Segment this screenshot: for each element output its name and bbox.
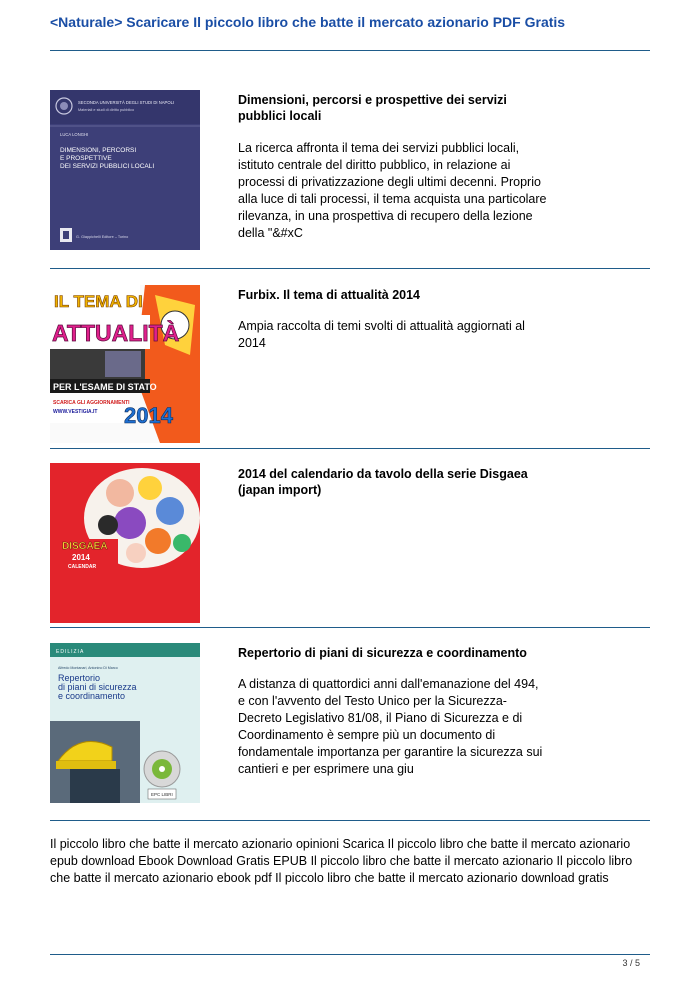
item-description-1: La ricerca affronta il tema dei servizi pubblici locali, istituto centrale del diritto pubblico, in relazione ai processi di privatizzazione degli ultimi decenni. Proprio alla luce di tali processi, il tema acquista una particolare rilevanza, in una prospettiva di recupero della lezione della "&#xC — [238, 141, 547, 240]
cover-2-line5: WWW.VESTIGIA.IT — [53, 409, 98, 415]
page-title: <Naturale> Scaricare Il piccolo libro che batte il mercato azionario PDF Gratis — [50, 14, 566, 30]
cover-1-author: LUCA LONGHI — [60, 132, 89, 137]
cover-4-series: EDILIZIA — [56, 649, 85, 655]
cover-4-title-3: e coordinamento — [58, 691, 126, 701]
book-cover-2[interactable] — [50, 285, 200, 443]
divider — [50, 954, 650, 955]
cover-1-title-3: DEI SERVIZI PUBBLICI LOCALI — [60, 163, 155, 170]
footer-keywords: Il piccolo libro che batte il mercato azionario opinioni Scarica Il piccolo libro che batte il mercato azionario epub download Ebook Download Gratis EPUB Il piccolo libro che batte il mercato azionario Il piccolo libro che batte il mercato azionario ebook pdf Il piccolo libro che batte il mercato azionario download gratis — [50, 837, 633, 885]
item-title-1[interactable]: Dimensioni, percorsi e prospettive dei servizi pubblici locali — [238, 93, 507, 123]
item-title-2[interactable]: Furbix. Il tema di attualità 2014 — [238, 288, 421, 302]
divider — [50, 820, 650, 821]
cover-1-series: Materiali e studi di diritto pubblico — [78, 108, 135, 112]
cover-1-university: SECONDA UNIVERSITÀ DEGLI STUDI DI NAPOLI — [78, 100, 175, 105]
cover-3-line2: 2014 — [72, 553, 90, 562]
book-cover-3[interactable] — [50, 463, 200, 623]
cover-2-line3: PER L'ESAME DI STATO — [53, 382, 157, 392]
divider — [50, 448, 650, 449]
divider — [50, 268, 650, 269]
book-cover-1[interactable] — [50, 90, 200, 250]
cover-4-authors: Alfredo Montanari, Antonino Di Marco — [58, 666, 118, 670]
cover-1-title-2: E PROSPETTIVE — [60, 155, 112, 162]
item-description-4: A distanza di quattordici anni dall'emanazione del 494, e con l'avvento del Testo Unico per la Sicurezza-Decreto Legislativo 81/08, il Piano di Sicurezza e di Coordinamento è sempre più un documento di fondamentale importanza per garantire la sicurezza sui cantieri e per esprimere una giu — [238, 677, 543, 776]
cover-4-title-1: Repertorio — [58, 673, 101, 683]
cover-2-year: 2014 — [124, 403, 173, 428]
book-cover-4[interactable] — [50, 643, 200, 803]
divider — [50, 627, 650, 628]
cover-2-line1: IL TEMA DI — [54, 292, 143, 311]
item-title-3[interactable]: 2014 del calendario da tavolo della serie Disgaea (japan import) — [238, 467, 528, 497]
cover-3-line1: DISGAEA — [62, 541, 108, 552]
cover-3-line3: CALENDAR — [68, 564, 97, 570]
divider — [50, 50, 650, 51]
item-description-2: Ampia raccolta di temi svolti di attualità aggiornati al 2014 — [238, 319, 525, 350]
cover-2-line2: ATTUALITÀ — [52, 320, 180, 346]
item-title-4[interactable]: Repertorio di piani di sicurezza e coordinamento — [238, 646, 527, 660]
cover-1-title-1: DIMENSIONI, PERCORSI — [60, 147, 137, 154]
cover-2-line4: SCARICA GLI AGGIORNAMENTI — [53, 400, 130, 406]
cover-4-title-2: di piani di sicurezza — [58, 682, 137, 692]
cover-1-publisher: G. Giappichelli Editore – Torino — [76, 235, 129, 239]
page-number: 3 / 5 — [622, 958, 640, 968]
cover-4-publisher: EPC LIBRI — [151, 792, 173, 797]
